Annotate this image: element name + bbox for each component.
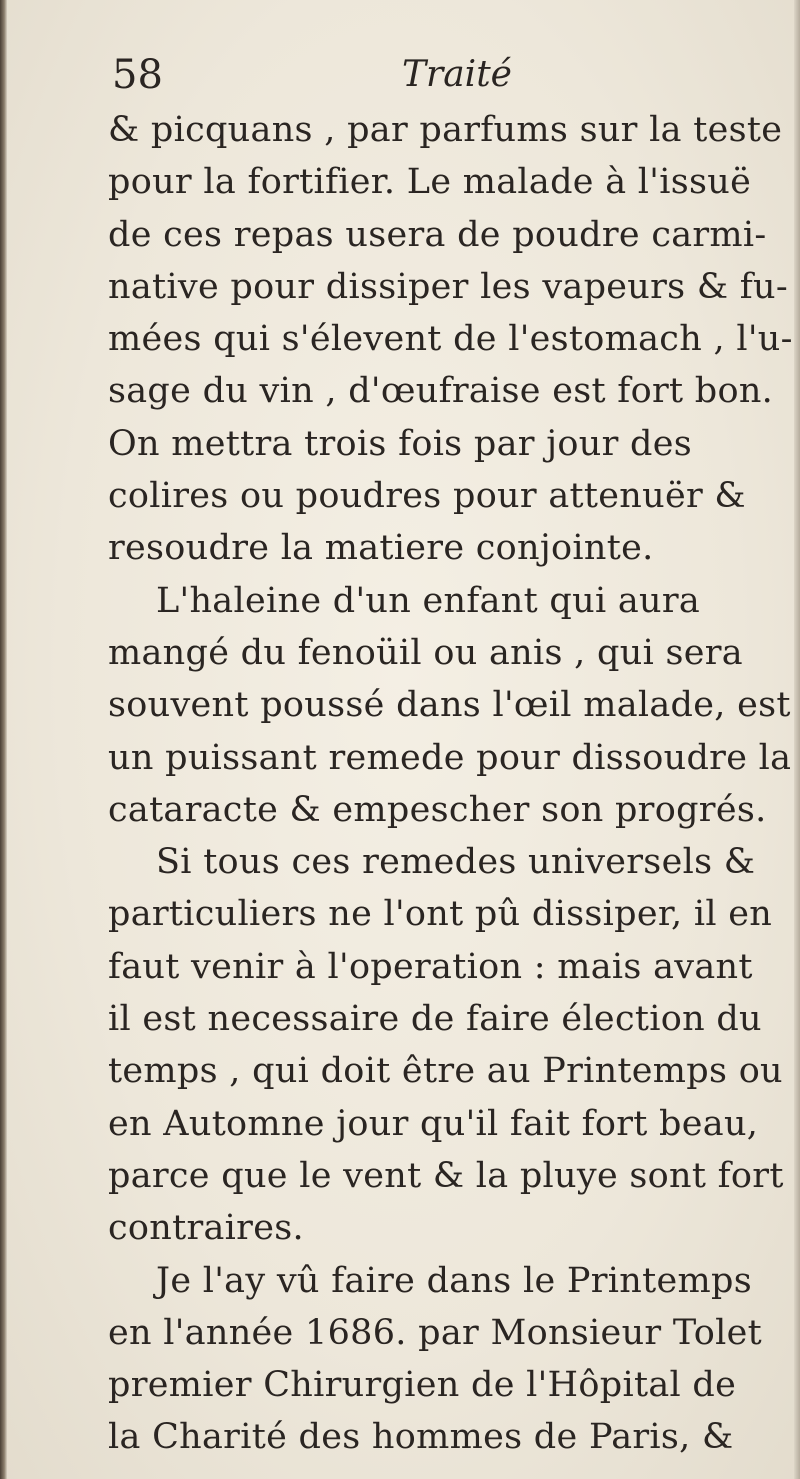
text-line: & picquans , par parfums sur la teste: [108, 110, 783, 150]
text-line: On mettra trois fois par jour des: [108, 423, 692, 464]
text-line: contraires.: [108, 1208, 304, 1249]
paragraph-start: Je l'ay vû faire dans le Printemps: [156, 1260, 752, 1301]
text-line: colires ou poudres pour attenuër &: [108, 476, 746, 517]
page-number: 58: [112, 52, 163, 98]
text-line: sage du vin , d'œufraise est fort bon.: [108, 371, 774, 412]
binding-edge: [0, 0, 7, 1479]
text-line: native pour dissiper les vapeurs & fu-: [108, 266, 788, 307]
text-line: de ces repas usera de poudre carmi-: [108, 214, 767, 255]
page-edge: [794, 0, 800, 1479]
text-line: en l'année 1686. par Monsieur Tolet: [108, 1312, 763, 1353]
text-line: mangé du fenoüil ou anis , qui sera: [108, 632, 743, 673]
running-head: Traité: [402, 54, 512, 95]
text-line: particuliers ne l'ont pû dissiper, il en: [108, 894, 773, 935]
text-line: en Automne jour qu'il fait fort beau,: [108, 1103, 759, 1144]
text-line: parce que le vent & la pluye sont fort: [108, 1155, 784, 1196]
text-line: mées qui s'élevent de l'estomach , l'u-: [108, 319, 793, 360]
page-header: [112, 50, 672, 100]
text-line: premier Chirurgien de l'Hôpital de: [108, 1365, 737, 1406]
text-line: souvent poussé dans l'œil malade, est: [108, 685, 791, 726]
text-line: il est necessaire de faire élection du: [108, 999, 762, 1040]
text-line: cataracte & empescher son progrés.: [108, 789, 767, 830]
text-line: un puissant remede pour dissoudre la: [108, 737, 792, 778]
text-line: pour la fortifier. Le malade à l'issuë: [108, 162, 752, 203]
text-line: temps , qui doit être au Printemps ou: [108, 1051, 783, 1092]
paragraph-start: L'haleine d'un enfant qui aura: [156, 580, 701, 621]
body-text: [108, 104, 793, 1464]
text-line: la Charité des hommes de Paris, &: [108, 1417, 734, 1458]
text-line: faut venir à l'operation : mais avant: [108, 946, 753, 987]
text-line: resoudre la matiere conjointe.: [108, 528, 654, 569]
paragraph-start: Si tous ces remedes universels &: [156, 842, 756, 883]
